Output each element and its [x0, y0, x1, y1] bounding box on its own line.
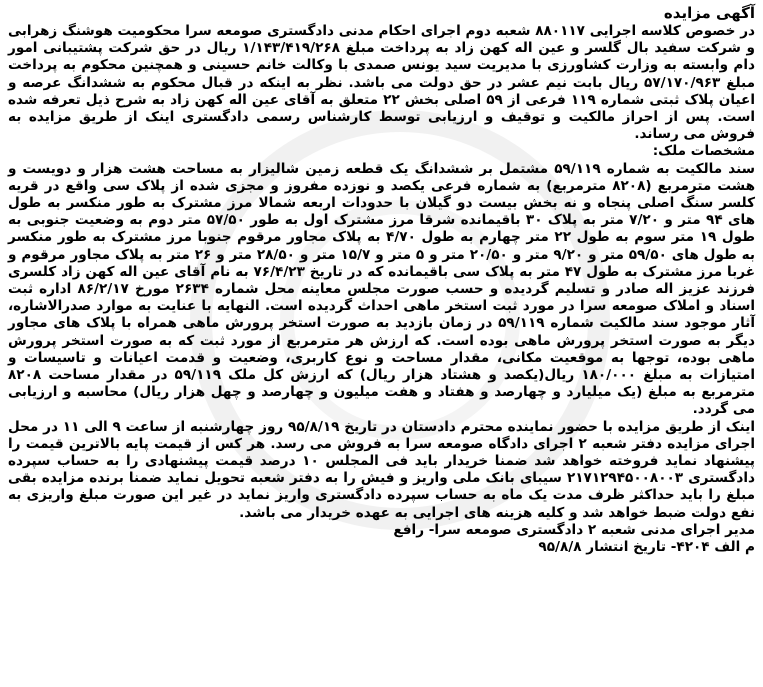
notice-paragraph-auction: اینک از طریق مزایده با حضور نماینده محترم دادستان در تاریخ ۹۵/۸/۱۹ روز چهارشنبه از ساعت ۹ الی ۱۱ در محل اجرای مزایده دفتر شعبه ۲ اجرای دادگاه صومعه سرا به فروش می رسد. هر کس از قیمت پایه بالاترین قیمت را پیشنهاد نماید فروخته خواهد شد ضمنا خریدار باید فی المجلس ۱۰ درصد قیمت پیشنهادی را به حساب سپرده دادگستری ۲۱۷۱۲۹۴۵۰۰۸۰۰۳ سیبای بانک ملی واریز و فیش را به دفتر شعبه تحویل نماید ضمنا برنده مزایده بقی مبلغ را باید حداکثر ظرف مدت یک ماه به حساب سپرده دادگستری واریز نماید در غیر این صورت مبلغ واریزی به نفع دولت ضبط خواهد شد و کلیه هزینه های اجرایی به عهده خریدار می باشد.	[8, 418, 756, 521]
notice-paragraph-intro: در خصوص کلاسه اجرایی ۸۸۰۱۱۷ شعبه دوم اجرای احکام مدنی دادگستری صومعه سرا محکومیت هوشنگ زهرابی و شرکت سفید بال گلسر و عین اله کهن زاد به پرداخت مبلغ ۱/۱۴۳/۴۱۹/۲۶۸ ریال در حق شرکت پشتیبانی امور دام وابسته به وزارت کشاورزی با مدیریت سید یونس صمدی با وکالت خانم حسینی و همچنین محکوم به پرداخت مبلغ ۵۷/۱۷۰/۹۶۳ ریال بابت نیم عشر در حق دولت می باشد. نظر به اینکه در قبال محکوم به ششدانگ عرصه و اعیان پلاک ثبتی شماره ۱۱۹ فرعی از ۵۹ اصلی بخش ۲۲ متعلق به آقای عین اله کهن زاد به شرح ذیل تعرفه شده است. پس از احراز مالکیت و توقیف و ارزیابی توسط کارشناس رسمی دادگستری اینک از طریق مزایده به فروش می رساند.	[8, 23, 756, 143]
property-specs-heading: مشخصات ملک:	[652, 143, 755, 160]
notice-content	[8, 4, 755, 556]
notice-title: آگهی مزایده	[663, 4, 755, 22]
notice-paragraph-specs: سند مالکیت به شماره ۵۹/۱۱۹ مشتمل بر ششدانگ یک قطعه زمین شالیزار به مساحت هشت هزار و دویست و هشت مترمربع (۸۲۰۸ مترمربع) به شماره فرعی یکصد و نوزده مفروز و مجزی شده از پلاک سی واقع در قریه کلسر سنگ اصلی پنجاه و نه بخش بیست دو گیلان با حدودات اربعه شمالا مرز مشترک به طور منکسر به طول های ۹۴ متر و ۷/۲۰ متر به پلاک ۳۰ باقیمانده شرقا مرز مشترک اول به طور ۵۷/۵۰ متر دوم به وضعیت جنوبی به طول ۱۹ متر سوم به طول ۲۲ متر چهارم به طول ۴/۷۰ به پلاک مجاور مرقوم جنوبا مرز مشترک به طور منکسر به طول های ۵۹/۵۰ متر و ۹/۲۰ متر و ۲۰/۵۰ متر و ۵ متر و ۱۵/۷ متر و ۲۸/۵۰ متر و ۲۶ متر به پلاک مجاور مرقوم و غربا مرز مشترک به طول ۴۷ متر به پلاک سی باقیمانده که در تاریخ ۷۶/۴/۲۳ به نام آقای عین اله کهن زاد کلسری فرزند عزیز اله صادر و تسلیم گردیده و حسب صورت مجلس معاینه محل شماره ۲۶۳۴ مورخ ۸۶/۲/۱۷ اداره ثبت اسناد و املاک صومعه سرا در مورد ثبت استخر ماهی احداث گردیده است. النهایه با عنایت به موارد صدرالاشاره، آثار موجود سند مالکیت شماره ۵۹/۱۱۹ در زمان بازدید به صورت استخر پرورش ماهی همراه با پلاک های مجاور دیگر به صورت استخر پرورش ماهی بوده است. که ارزش هر مترمربع از مورد ثبت که به صورت استخر پرورش ماهی بوده، توجها به موقعیت مکانی، مقدار مساحت و نوع کاربری، وضعیت و قدمت اعیانات و تاسیسات و امتیازات به مبلغ ۱۸۰/۰۰۰ ریال(یکصد و هشتاد هزار ریال) که ارزش کل ملک ۵۹/۱۱۹ در مقدار مساحت ۸۲۰۸ مترمربع به مبلغ (یک میلیارد و چهارصد و هفتاد و هفت میلیون و چهارصد و چهل هزار ریال) محاسبه و ارزیابی می گردد.	[8, 160, 756, 418]
notice-footer: م الف ۴۲۰۴- تاریخ انتشار ۹۵/۸/۸	[538, 539, 755, 556]
notice-signature: مدیر اجرای مدنی شعبه ۲ دادگستری صومعه سرا- رافع	[393, 521, 755, 538]
